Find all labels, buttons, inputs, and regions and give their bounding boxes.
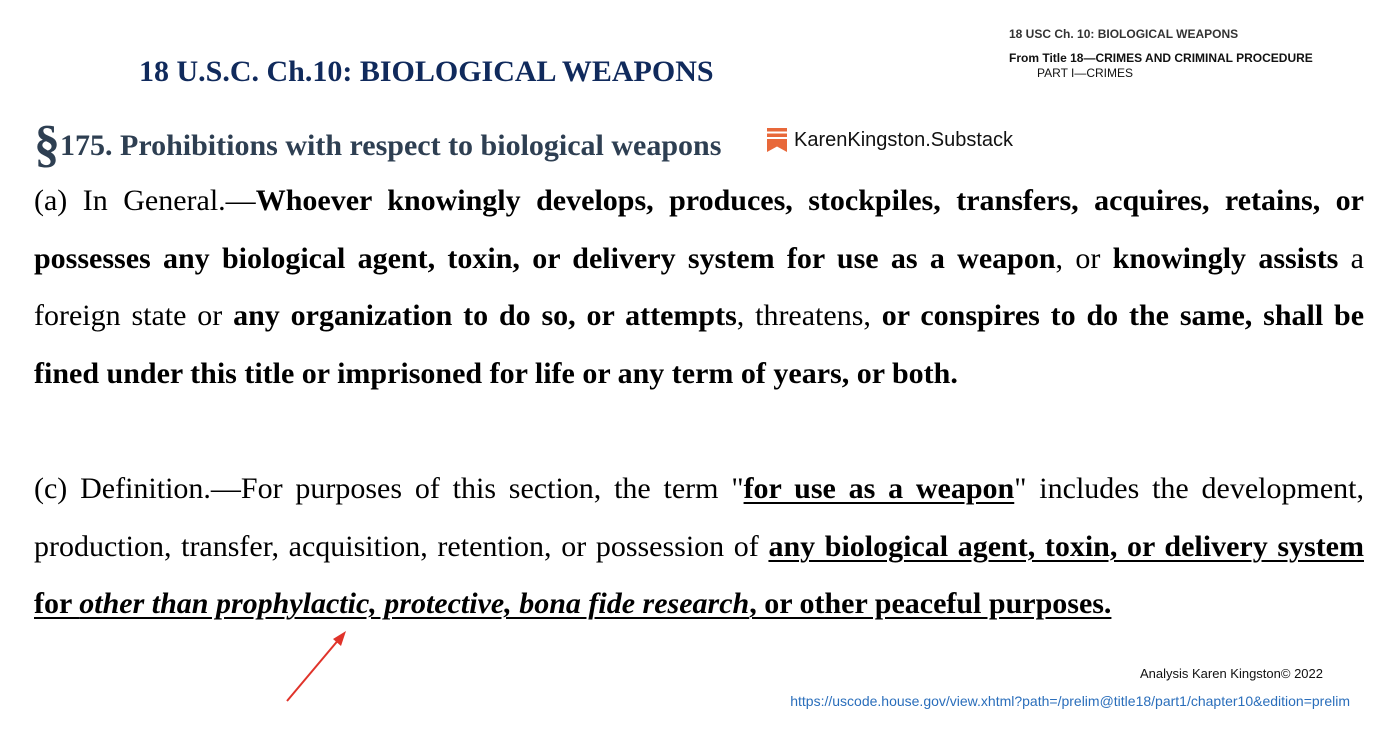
para-a-text-1: , or — [1055, 241, 1113, 275]
para-c-text-2: " includes the development, production, transfer, acquisition, retention, or possession of — [34, 472, 1364, 563]
reference-chapter: 18 USC Ch. 10: BIOLOGICAL WEAPONS — [1009, 27, 1239, 41]
para-a-bold-4: or conspires to do the same, shall be fined under this title or imprisoned for life or any term of years, or both. — [34, 299, 1365, 390]
para-a-bold-3: any organization to do so, or attempts — [233, 299, 737, 332]
para-a-label: (a) In General.— — [34, 184, 256, 217]
para-c-bold-underlined-2: , or other peaceful purposes. — [749, 587, 1112, 620]
source-link[interactable]: https://uscode.house.gov/view.xhtml?path=/prelim@title18/part1/chapter10&edition=prelim — [790, 693, 1350, 709]
para-c-defined-term: for use as a weapon — [743, 472, 1015, 505]
para-a-text-3: , threatens, — [736, 299, 882, 332]
para-a-text-2: a foreign state or — [34, 241, 1364, 332]
page-title: 18 U.S.C. Ch.10: BIOLOGICAL WEAPONS — [139, 55, 714, 88]
reference-part: PART I—CRIMES — [1037, 66, 1134, 80]
para-c-text-1: (c) Definition.—For purposes of this section, the term " — [34, 472, 744, 505]
analysis-credit: Analysis Karen Kingston© 2022 — [1139, 666, 1323, 681]
para-a-bold-2: knowingly assists — [1112, 241, 1339, 275]
section-heading-text: 175. Prohibitions with respect to biological weapons — [60, 129, 722, 162]
para-a-bold-1: Whoever knowingly develops, produces, stockpiles, transfers, acquires, retains, or possesses any biological agent, toxin, or delivery system for use as a weapon — [34, 184, 1364, 275]
reference-title: From Title 18—CRIMES AND CRIMINAL PROCEDURE — [1009, 51, 1313, 65]
watermark-text: KarenKingston.Substack — [794, 128, 1014, 151]
para-c-bold-underlined-1: any biological agent, toxin, or delivery system for — [34, 529, 1364, 620]
section-symbol: § — [34, 116, 60, 173]
para-c-italic-exception: other than prophylactic, protective, bona fide research — [79, 587, 750, 620]
